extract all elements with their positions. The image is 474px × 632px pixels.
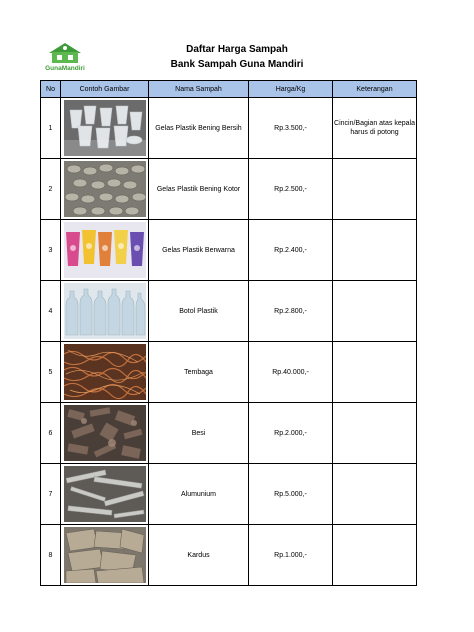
table-row	[41, 525, 417, 586]
row-note	[333, 525, 417, 586]
row-no: 4	[41, 281, 61, 342]
row-note	[333, 464, 417, 525]
col-header-price: Harga/Kg	[249, 81, 333, 98]
row-no: 1	[41, 98, 61, 159]
aluminium-scrap-photo	[64, 466, 146, 522]
row-price: Rp.5.000,-	[249, 464, 333, 525]
row-image	[61, 342, 149, 403]
col-header-no: No	[41, 81, 61, 98]
row-image	[61, 525, 149, 586]
row-no: 2	[41, 159, 61, 220]
table-row	[41, 220, 417, 281]
cardboard-photo	[64, 527, 146, 583]
row-no: 3	[41, 220, 61, 281]
table-row	[41, 464, 417, 525]
row-price: Rp.3.500,-	[249, 98, 333, 159]
clear-plastic-cups-photo	[64, 100, 146, 156]
row-note	[333, 220, 417, 281]
row-image	[61, 403, 149, 464]
plastic-bottles-photo	[64, 283, 146, 339]
row-name: Tembaga	[149, 342, 249, 403]
row-name: Gelas Plastik Berwarna	[149, 220, 249, 281]
price-table	[40, 80, 417, 586]
table-row	[41, 342, 417, 403]
row-name: Gelas Plastik Bening Bersih	[149, 98, 249, 159]
table-header-row	[41, 81, 417, 98]
row-no: 5	[41, 342, 61, 403]
row-image	[61, 281, 149, 342]
row-no: 8	[41, 525, 61, 586]
row-image	[61, 464, 149, 525]
logo-text: GunaMandiri	[45, 65, 85, 72]
row-no: 6	[41, 403, 61, 464]
row-price: Rp.40.000,-	[249, 342, 333, 403]
title-block	[0, 42, 474, 72]
row-no: 7	[41, 464, 61, 525]
row-price: Rp.2.500,-	[249, 159, 333, 220]
row-price: Rp.1.000,-	[249, 525, 333, 586]
page-subtitle: Bank Sampah Guna Mandiri	[170, 59, 304, 70]
dirty-plastic-cups-photo	[64, 161, 146, 217]
table-row	[41, 403, 417, 464]
copper-wire-photo	[64, 344, 146, 400]
row-note	[333, 403, 417, 464]
row-name: Alumunium	[149, 464, 249, 525]
row-price: Rp.2.400,-	[249, 220, 333, 281]
page-title: Daftar Harga Sampah	[186, 44, 288, 55]
table-row	[41, 281, 417, 342]
row-name: Besi	[149, 403, 249, 464]
col-header-note: Keterangan	[333, 81, 417, 98]
row-image	[61, 159, 149, 220]
table-row	[41, 159, 417, 220]
row-image	[61, 220, 149, 281]
row-name: Kardus	[149, 525, 249, 586]
row-name: Botol Plastik	[149, 281, 249, 342]
row-note	[333, 281, 417, 342]
table-row	[41, 98, 417, 159]
col-header-name: Nama Sampah	[149, 81, 249, 98]
row-price: Rp.2.800,-	[249, 281, 333, 342]
row-image	[61, 98, 149, 159]
col-header-image: Contoh Gambar	[61, 81, 149, 98]
scrap-iron-photo	[64, 405, 146, 461]
row-note	[333, 159, 417, 220]
colored-plastic-cups-photo	[64, 222, 146, 278]
row-note: Cincin/Bagian atas kepala harus di potong	[333, 98, 417, 159]
row-note	[333, 342, 417, 403]
row-price: Rp.2.000,-	[249, 403, 333, 464]
row-name: Gelas Plastik Bening Kotor	[149, 159, 249, 220]
